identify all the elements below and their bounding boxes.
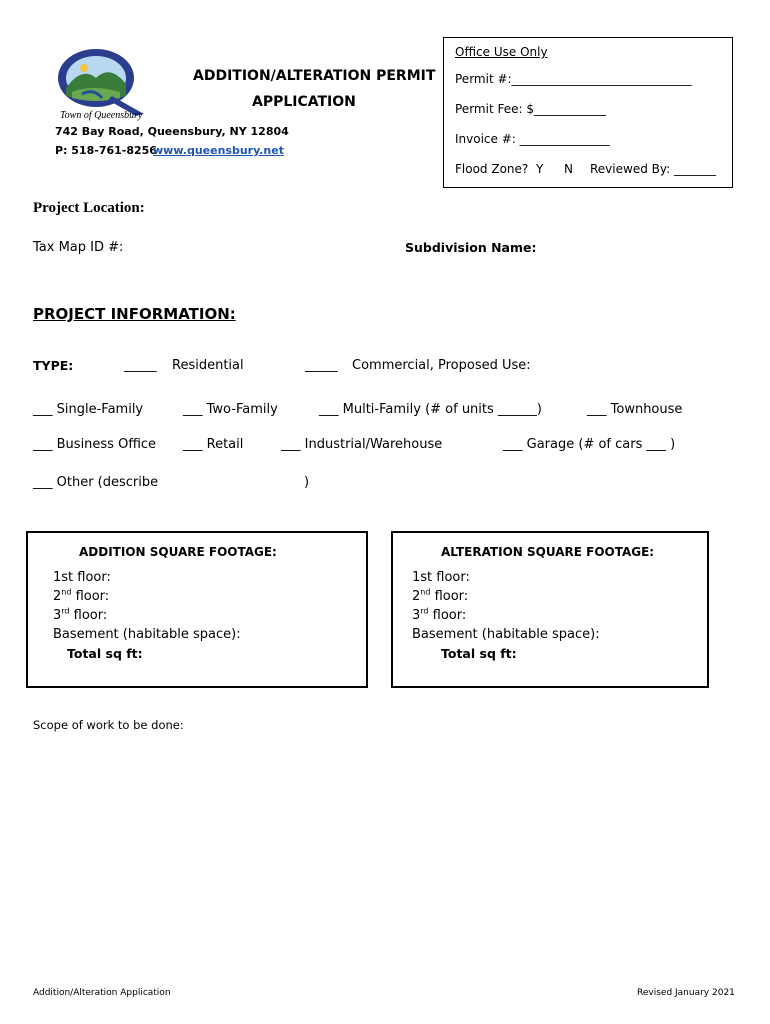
town-address: 742 Bay Road, Queensbury, NY 12804: [55, 125, 289, 138]
office-use-heading: Office Use Only: [455, 45, 548, 59]
flood-zone-label: Flood Zone?: [455, 162, 529, 176]
addition-total[interactable]: Total sq ft:: [67, 646, 143, 661]
addition-basement[interactable]: Basement (habitable space):: [53, 627, 241, 642]
permit-number-field[interactable]: Permit #:______________________________: [455, 72, 692, 86]
footer-document-name: Addition/Alteration Application: [33, 988, 171, 998]
other-close-paren: ): [304, 475, 310, 490]
form-title-line1: ADDITION/ALTERATION PERMIT: [193, 68, 436, 84]
townhouse-option[interactable]: ___ Townhouse: [587, 402, 683, 417]
addition-second-floor[interactable]: 2nd floor:: [53, 587, 110, 604]
invoice-number-field[interactable]: Invoice #: _______________: [455, 132, 610, 146]
project-info-heading: PROJECT INFORMATION:: [33, 305, 236, 323]
tax-map-id-label: Tax Map ID #:: [33, 240, 124, 255]
multi-family-option[interactable]: ___ Multi-Family (# of units ______): [319, 402, 542, 417]
subdivision-name-label: Subdivision Name:: [405, 240, 537, 255]
alteration-basement[interactable]: Basement (habitable space):: [412, 627, 600, 642]
industrial-warehouse-option[interactable]: ___ Industrial/Warehouse: [281, 437, 443, 452]
commercial-option: Commercial, Proposed Use:: [352, 358, 531, 373]
alteration-heading: ALTERATION SQUARE FOOTAGE:: [441, 545, 655, 559]
residential-blank[interactable]: _____: [124, 358, 157, 373]
business-office-option[interactable]: ___ Business Office: [33, 437, 157, 452]
alteration-third-floor[interactable]: 3rd floor:: [412, 606, 467, 623]
single-family-option[interactable]: ___ Single-Family: [33, 402, 144, 417]
residential-option: Residential: [172, 358, 244, 373]
reviewed-by-field[interactable]: Reviewed By: _______: [590, 162, 716, 176]
logo-caption: Town of Queensbury: [60, 110, 143, 121]
alteration-second-floor[interactable]: 2nd floor:: [412, 587, 469, 604]
footer-revision-date: Revised January 2021: [637, 988, 735, 998]
type-label: TYPE:: [33, 358, 74, 373]
town-phone: P: 518-761-8256: [55, 144, 157, 157]
commercial-blank[interactable]: _____: [305, 358, 338, 373]
project-location-heading: Project Location:: [33, 200, 145, 216]
town-website-link[interactable]: www.queensbury.net: [153, 144, 284, 157]
form-title-line2: APPLICATION: [252, 94, 356, 110]
alteration-total[interactable]: Total sq ft:: [441, 646, 517, 661]
scope-of-work-label: Scope of work to be done:: [33, 718, 184, 732]
other-option[interactable]: ___ Other (describe: [33, 475, 159, 490]
flood-zone-yes[interactable]: Y: [536, 162, 544, 176]
addition-first-floor[interactable]: 1st floor:: [53, 570, 111, 585]
garage-option[interactable]: ___ Garage (# of cars ___ ): [503, 437, 676, 452]
permit-fee-field[interactable]: Permit Fee: $____________: [455, 102, 606, 116]
two-family-option[interactable]: ___ Two-Family: [183, 402, 278, 417]
retail-option[interactable]: ___ Retail: [183, 437, 244, 452]
addition-heading: ADDITION SQUARE FOOTAGE:: [79, 545, 277, 559]
alteration-first-floor[interactable]: 1st floor:: [412, 570, 470, 585]
flood-zone-no[interactable]: N: [564, 162, 573, 176]
addition-third-floor[interactable]: 3rd floor:: [53, 606, 108, 623]
